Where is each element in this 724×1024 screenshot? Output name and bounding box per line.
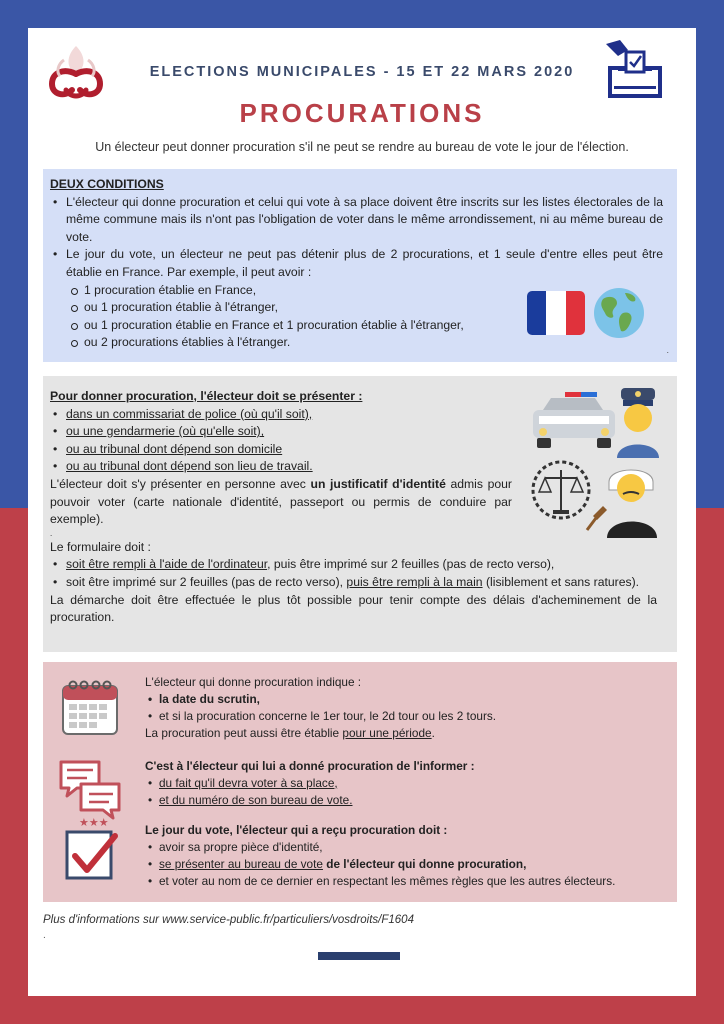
speech-bubbles-icon	[59, 758, 121, 820]
more-info-link[interactable]: Plus d'informations sur www.service-public.fr/particuliers/vosdroits/F1604	[43, 914, 414, 926]
block2-heading: C'est à l'électeur qui lui a donné procuration de l'informer :	[145, 759, 475, 773]
procedure-block-1	[145, 674, 665, 742]
conditions-heading: DEUX CONDITIONS	[50, 177, 164, 191]
police-officer-icon	[617, 388, 659, 458]
form-item: • soit être rempli à l'aide de l'ordinateur, puis être imprimé sur 2 feuilles (pas de recto verso),	[50, 556, 657, 574]
footer-bar	[318, 952, 400, 960]
place-item: • ou au tribunal dont dépend son domicile	[50, 441, 520, 459]
sub-condition-item: 1 procuration établie en France,	[66, 282, 663, 300]
footer-dot: .	[43, 930, 46, 941]
block2-item: • du fait qu'il devra voter à sa place,	[145, 775, 665, 792]
place-item: • ou au tribunal dont dépend son lieu de travail.	[50, 458, 520, 476]
form-item: • soit être imprimé sur 2 feuilles (pas de recto verso), puis être rempli à la main (lisiblement et sans ratures).	[50, 574, 657, 592]
block2-item: • et du numéro de son bureau de vote.	[145, 792, 665, 809]
place-item: • ou une gendarmerie (où qu'elle soit),	[50, 423, 520, 441]
police-car-icon	[529, 386, 659, 458]
justice-scales-icon	[529, 460, 663, 538]
globe-icon	[593, 287, 645, 339]
condition-item: • Le jour du vote, un électeur ne peut pas détenir plus de 2 procurations, et 1 seule d'entre elles peut être établie en France. Par exemple, il peut avoir :	[50, 246, 663, 281]
procedure-section	[43, 662, 677, 902]
corner-dot: .	[666, 345, 669, 356]
page-title: PROCURATIONS	[239, 98, 485, 128]
block3-item: • se présenter au bureau de vote de l'électeur qui donne procuration,	[145, 856, 665, 873]
closing-text: La démarche doit être effectuée le plus tôt possible pour tenir compte des délais d'acheminement de la procuration.	[50, 592, 657, 625]
checkbox-icon	[59, 816, 121, 886]
flyer-sheet	[28, 28, 696, 996]
place-item: • dans un commissariat de police (où qu'il soit),	[50, 406, 520, 424]
block3-item: • avoir sa propre pièce d'identité,	[145, 839, 665, 856]
sub-condition-item: ou 1 procuration établie en France et 1 procuration établie à l'étranger,	[66, 317, 663, 335]
procedure-block-2	[145, 758, 665, 809]
condition-item: • L'électeur qui donne procuration et celui qui vote à sa place doivent être inscrits sur les listes électorales de la même commune mais ils n'ont pas l'obligation de voter dans le même arrondissement, ni au même bureau de vote.	[50, 194, 663, 247]
where-heading: Pour donner procuration, l'électeur doit se présenter :	[50, 389, 363, 403]
block1-intro: L'électeur qui donne procuration indique :	[145, 675, 362, 689]
sub-condition-item: ou 1 procuration établie à l'étranger,	[66, 299, 663, 317]
block3-item: • et voter au nom de ce dernier en respectant les mêmes règles que les autres électeurs.	[145, 873, 665, 890]
block1-outro: La procuration peut aussi être établie pour une période.	[145, 726, 435, 740]
where-section	[43, 376, 677, 652]
intro-text: Un électeur peut donner procuration s'il ne peut se rendre au bureau de vote le jour de l'élection.	[95, 140, 629, 154]
svg-text:★★★: ★★★	[79, 816, 109, 829]
calendar-icon	[59, 676, 121, 738]
block3-heading: Le jour du vote, l'électeur qui a reçu procuration doit :	[145, 823, 448, 837]
identity-paragraph: L'électeur doit s'y présenter en personne avec un justificatif d'identité admis pour pouvoir voter (carte nationale d'identité, passeport ou permis de conduire par exemple).	[50, 476, 512, 527]
procedure-block-3	[145, 822, 665, 890]
conditions-section	[43, 169, 677, 362]
judge-icon	[587, 470, 657, 538]
sub-condition-item: ou 2 procurations établies à l'étranger.	[66, 334, 663, 352]
form-intro: Le formulaire doit :	[50, 539, 151, 554]
separator-dot: .	[50, 528, 53, 538]
block1-item: • la date du scrutin,	[145, 691, 665, 708]
french-flag-icon	[527, 291, 585, 335]
election-title: ELECTIONS MUNICIPALES - 15 ET 22 MARS 2020	[149, 64, 575, 80]
block1-item: • et si la procuration concerne le 1er tour, le 2d tour ou les 2 tours.	[145, 708, 665, 725]
